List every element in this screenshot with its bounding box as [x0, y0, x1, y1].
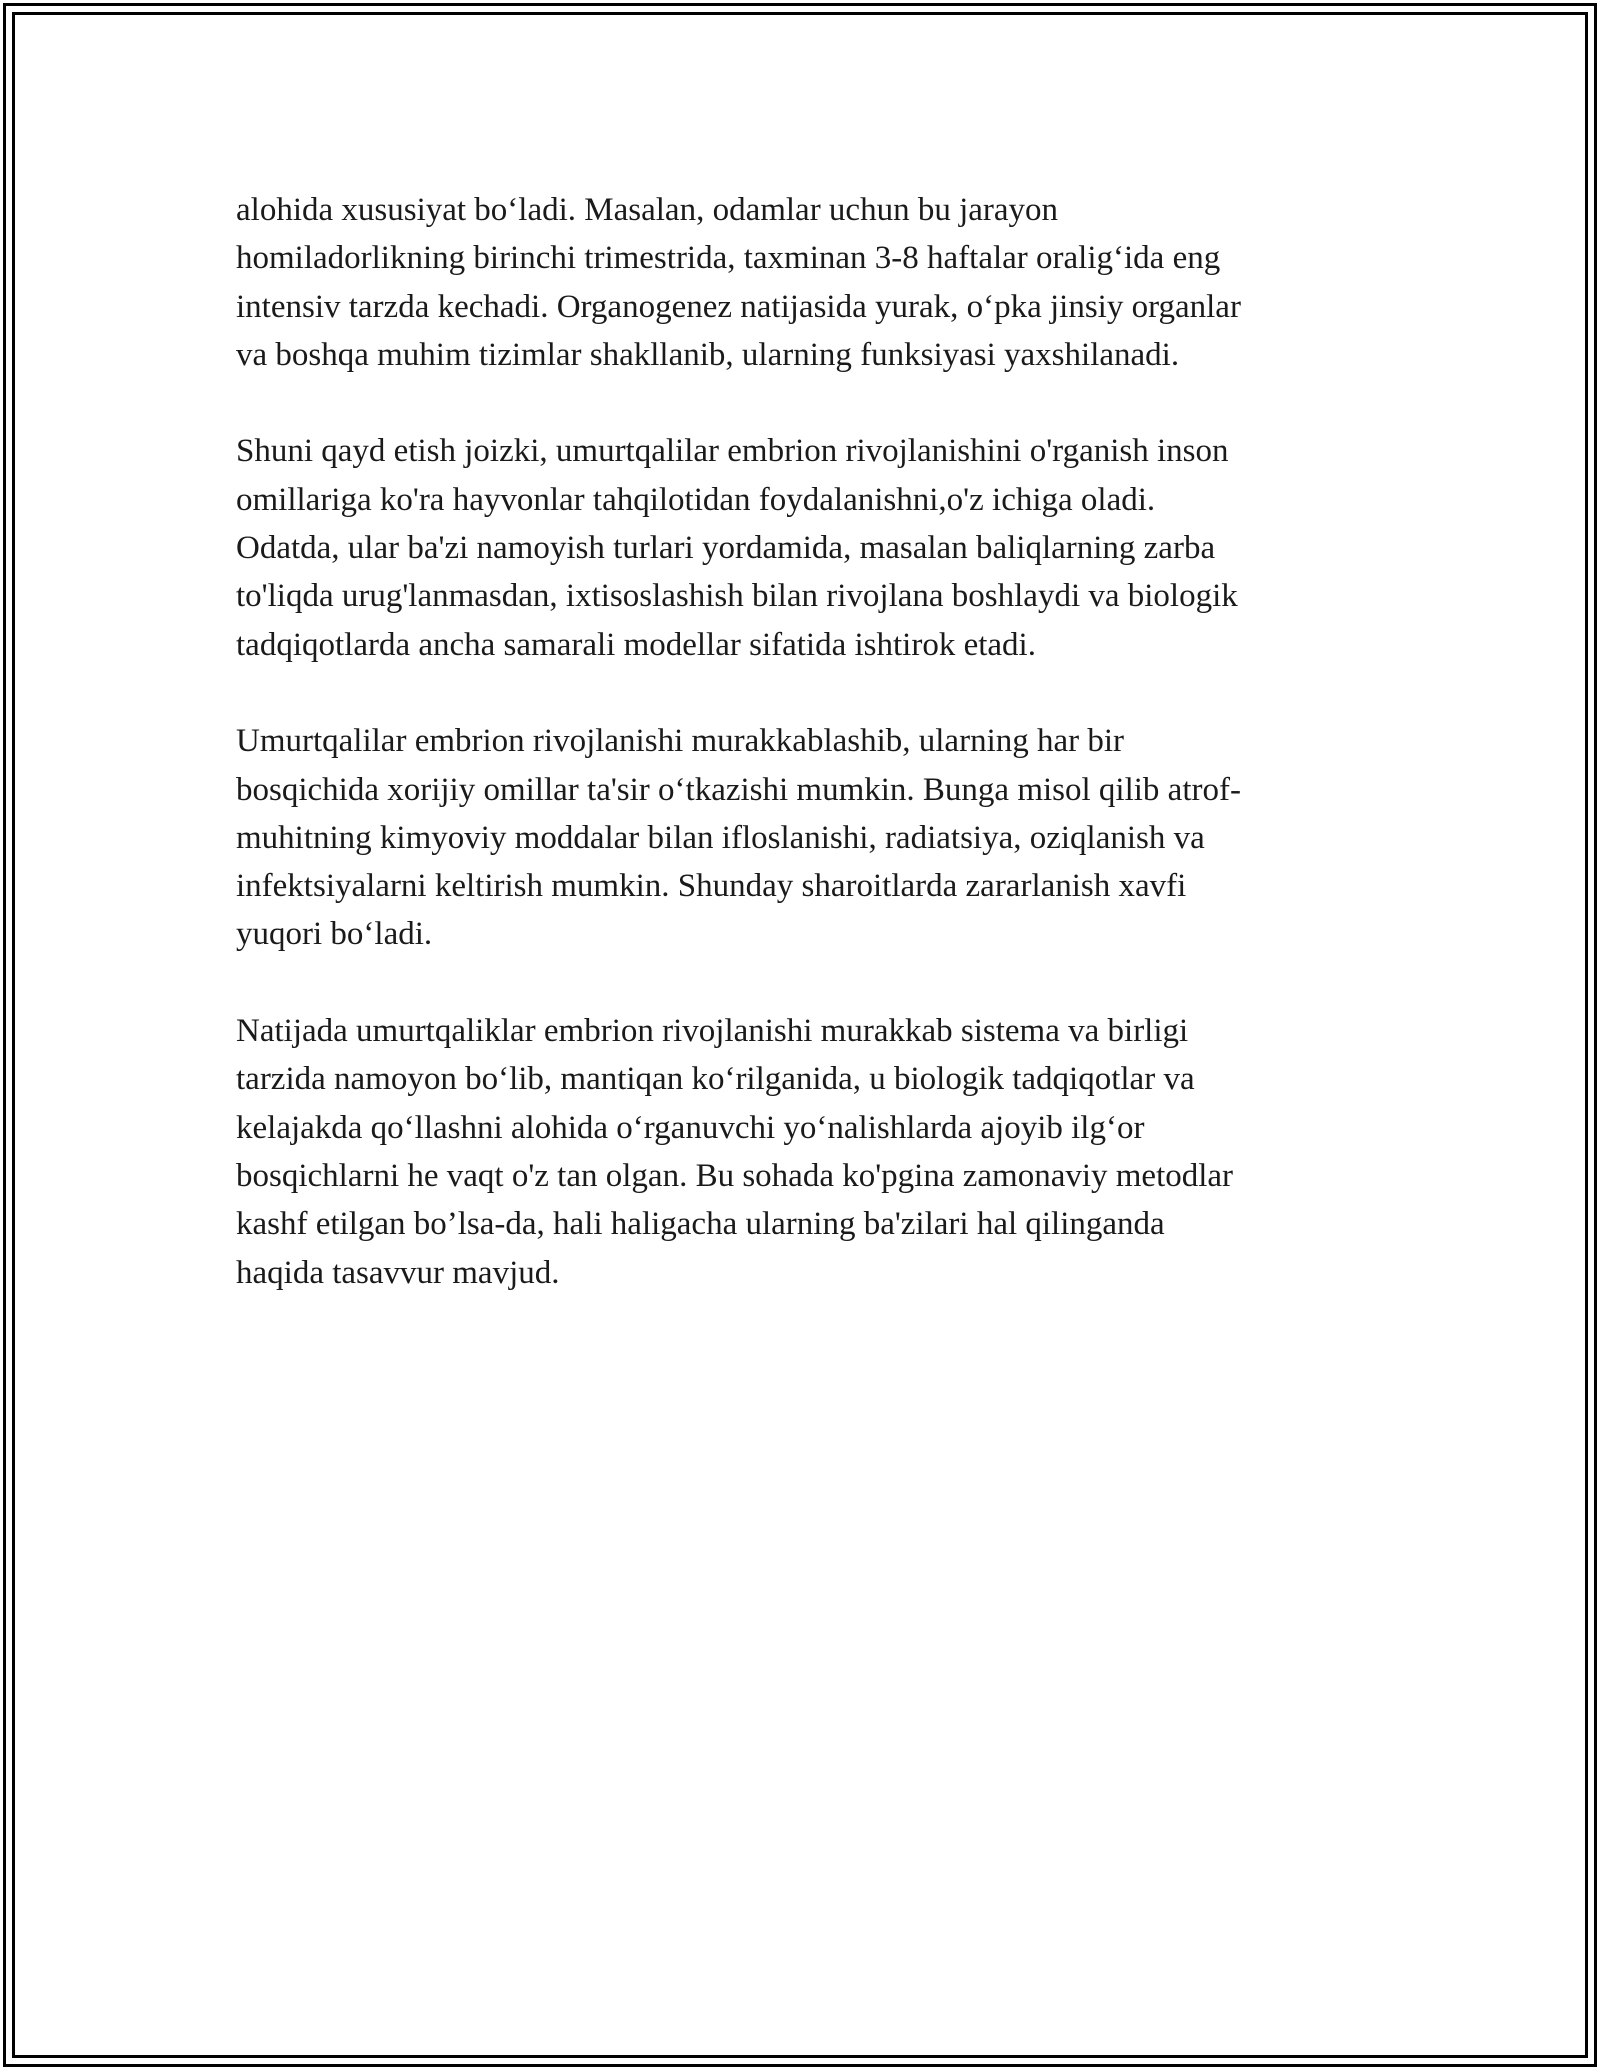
- paragraph-4: Natijada umurtqaliklar embrion rivojlanishi murakkab sistema va birligi tarzida namoyon bo‘lib, mantiqan ko‘rilganida, u biologik tadqiqotlar va kelajakda qo‘llashni alohida o‘rganuvchi yo‘nalishlarda ajoyib ilg‘or bosqichlarni he vaqt o'z tan olgan. Bu sohada ko'pgina zamonaviy metodlar kashf etilgan bo’lsa-da, hali haligacha ularning ba'zilari hal qilinganda haqida tasavvur mavjud.: [236, 1013, 1234, 1291]
- document-body: [236, 186, 1366, 1345]
- paragraph-3: Umurtqalilar embrion rivojlanishi murakkablashib, ularning har bir bosqichida xorijiy omillar ta'sir o‘tkazishi mumkin. Bunga misol qilib atrof- muhitning kimyoviy moddalar bilan ifloslanishi, radiatsiya, oziqlanish va infektsiyalarni keltirish mumkin. Shunday sharoitlarda zararlanish xavfi yuqori bo‘ladi.: [236, 723, 1241, 953]
- paragraph-2: Shuni qayd etish joizki, umurtqalilar embrion rivojlanishini o'rganish inson omillariga ko'ra hayvonlar tahqilotidan foydalanishni,o'z ichiga oladi. Odatda, ular ba'zi namoyish turlari yordamida, masalan baliqlarning zarba to'liqda urug'lanmasdan, ixtisoslashish bilan rivojlana boshlaydi va biologik tadqiqotlarda ancha samarali modellar sifatida ishtirok etadi.: [236, 433, 1238, 663]
- paragraph-1: alohida xususiyat bo‘ladi. Masalan, odamlar uchun bu jarayon homiladorlikning birinchi trimestrida, taxminan 3-8 haftalar oralig‘ida eng intensiv tarzda kechadi. Organogenez natijasida yurak, o‘pka jinsiy organlar va boshqa muhim tizimlar shakllanib, ularning funksiyasi yaxshilanadi.: [236, 192, 1241, 373]
